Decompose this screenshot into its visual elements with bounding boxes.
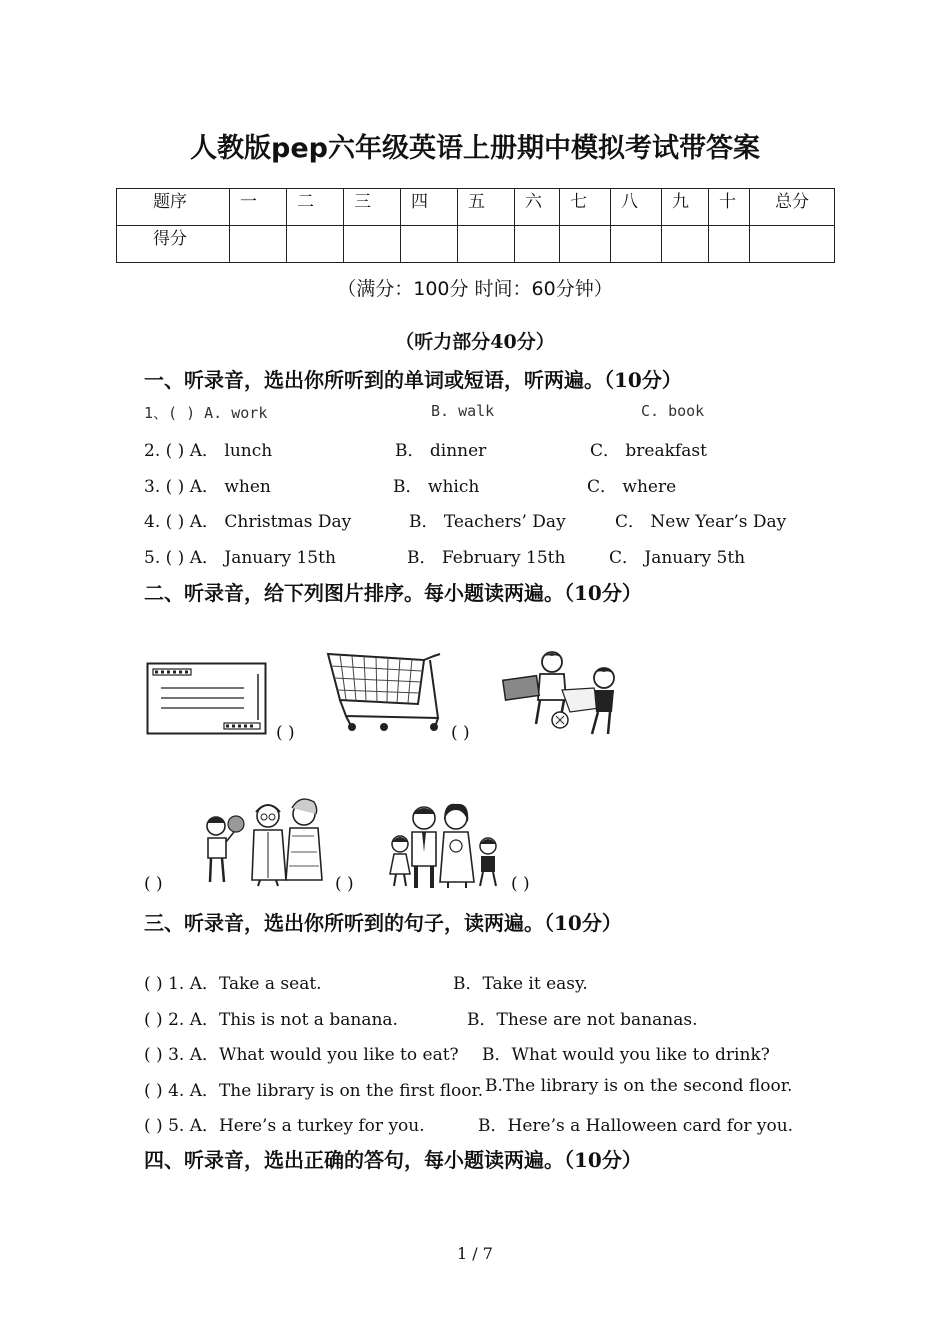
s1-q3-stem: 3. ( ) A． when bbox=[144, 477, 271, 497]
answer-blank-1[interactable]: ( ) bbox=[276, 723, 295, 743]
page-title: 人教版pep六年级英语上册期中模拟考试带答案 bbox=[190, 133, 760, 164]
kids-playing-picture bbox=[500, 650, 622, 738]
page-number: 1 / 7 bbox=[457, 1244, 493, 1263]
family-picture bbox=[384, 802, 506, 890]
s3-q3-option-a: ( ) 3. A．What would you like to eat? bbox=[144, 1045, 459, 1065]
score-header-cell: 一 bbox=[230, 189, 287, 226]
score-row-label: 得分 bbox=[117, 226, 230, 263]
score-input-cell[interactable] bbox=[401, 226, 458, 263]
s1-q4-option-b: B． Teachers’ Day bbox=[409, 512, 566, 532]
s1-q2-stem: 2. ( ) A． lunch bbox=[144, 441, 273, 461]
grandparents-picture bbox=[200, 796, 326, 888]
score-table bbox=[116, 188, 835, 263]
score-table-score-row bbox=[117, 226, 835, 263]
card-picture bbox=[146, 662, 268, 736]
shopping-cart-picture bbox=[326, 650, 444, 734]
s3-q2-option-a: ( ) 2. A．This is not a banana. bbox=[144, 1010, 398, 1030]
section2-heading: 二、听录音，给下列图片排序。每小题读两遍。（10分） bbox=[144, 581, 642, 605]
score-input-cell[interactable] bbox=[344, 226, 401, 263]
score-header-cell: 五 bbox=[458, 189, 515, 226]
score-header-cell: 六 bbox=[515, 189, 560, 226]
score-header-cell: 三 bbox=[344, 189, 401, 226]
score-input-cell[interactable] bbox=[230, 226, 287, 263]
listening-part-label: （听力部分40分） bbox=[395, 331, 555, 353]
score-header-cell: 二 bbox=[287, 189, 344, 226]
score-header-cell: 四 bbox=[401, 189, 458, 226]
score-header-cell: 八 bbox=[611, 189, 662, 226]
answer-blank-2[interactable]: ( ) bbox=[451, 723, 470, 743]
score-input-cell[interactable] bbox=[287, 226, 344, 263]
s3-q2-option-b: B．These are not bananas. bbox=[467, 1010, 698, 1030]
score-input-cell[interactable] bbox=[709, 226, 750, 263]
s1-q2-option-c: C． breakfast bbox=[590, 441, 707, 461]
section1-heading: 一、听录音，选出你所听到的单词或短语，听两遍。（10分） bbox=[144, 368, 682, 392]
section4-heading: 四、听录音，选出正确的答句，每小题读两遍。（10分） bbox=[144, 1148, 642, 1172]
score-input-cell[interactable] bbox=[611, 226, 662, 263]
s1-q5-stem: 5. ( ) A． January 15th bbox=[144, 548, 336, 568]
s1-q3-option-c: C． where bbox=[587, 477, 677, 497]
score-time-note: （满分：100分 时间：60分钟） bbox=[337, 278, 613, 300]
answer-blank-5[interactable]: ( ) bbox=[511, 874, 530, 894]
s1-q1-option-b: B. walk bbox=[431, 402, 495, 420]
s1-q1-stem: 1、( ) A. work bbox=[144, 404, 268, 422]
score-header-cell: 九 bbox=[662, 189, 709, 226]
answer-blank-4[interactable]: ( ) bbox=[335, 874, 354, 894]
s1-q2-option-b: B． dinner bbox=[395, 441, 487, 461]
score-header-cell: 七 bbox=[560, 189, 611, 226]
s3-q1-option-a: ( ) 1. A．Take a seat. bbox=[144, 974, 322, 994]
score-input-cell[interactable] bbox=[515, 226, 560, 263]
s1-q1-option-c: C. book bbox=[641, 402, 705, 420]
s1-q4-stem: 4. ( ) A． Christmas Day bbox=[144, 512, 352, 532]
s1-q5-option-c: C． January 5th bbox=[609, 548, 746, 568]
s3-q4-option-b: B.The library is on the second floor. bbox=[485, 1076, 793, 1096]
s3-q5-option-a: ( ) 5. A．Here’s a turkey for you. bbox=[144, 1116, 425, 1136]
s1-q3-option-b: B． which bbox=[393, 477, 480, 497]
score-table-header-row bbox=[117, 189, 835, 226]
section3-heading: 三、听录音，选出你所听到的句子，读两遍。（10分） bbox=[144, 911, 622, 935]
s1-q4-option-c: C． New Year’s Day bbox=[615, 512, 787, 532]
s1-q5-option-b: B． February 15th bbox=[407, 548, 566, 568]
score-header-cell: 题序 bbox=[117, 189, 230, 226]
score-input-cell[interactable] bbox=[560, 226, 611, 263]
s3-q1-option-b: B．Take it easy. bbox=[453, 974, 588, 994]
s3-q4-option-a: ( ) 4. A．The library is on the first floor. bbox=[144, 1081, 484, 1101]
s3-q3-option-b: B．What would you like to drink? bbox=[482, 1045, 770, 1065]
score-input-cell[interactable] bbox=[750, 226, 835, 263]
answer-blank-3[interactable]: ( ) bbox=[144, 874, 163, 894]
score-input-cell[interactable] bbox=[458, 226, 515, 263]
score-input-cell[interactable] bbox=[662, 226, 709, 263]
score-header-cell: 十 bbox=[709, 189, 750, 226]
score-header-cell: 总分 bbox=[750, 189, 835, 226]
s3-q5-option-b: B．Here’s a Halloween card for you. bbox=[478, 1116, 794, 1136]
